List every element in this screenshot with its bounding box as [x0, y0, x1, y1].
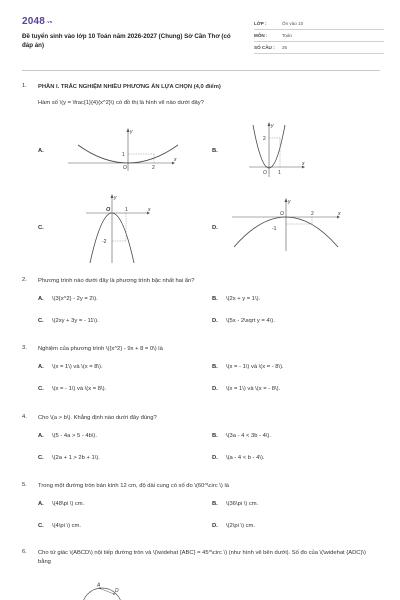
tick-label: 1: [125, 207, 128, 213]
option-text: \(3{x^2} - 2y = 2\).: [52, 296, 98, 302]
question-1: [22, 83, 380, 263]
option-letter: D.: [212, 386, 218, 392]
question-4: [22, 414, 380, 464]
option-c[interactable]: [38, 318, 99, 324]
question-3: [22, 345, 380, 395]
option-d[interactable]: [212, 523, 255, 529]
option-b[interactable]: [212, 433, 271, 439]
part-heading: PHẦN I. TRẮC NGHIỆM NHIỀU PHƯƠNG ÁN LỰA CHỌN (4,0 điểm): [38, 84, 221, 90]
option-letter: A.: [38, 433, 44, 439]
meta-key: LỚP :: [254, 21, 267, 26]
meta-value: 26: [282, 45, 288, 50]
brand-name: 2048: [22, 16, 46, 27]
option-a[interactable]: [38, 501, 84, 507]
meta-row-subject: [254, 30, 384, 42]
origin-label: O: [106, 207, 111, 213]
point-label-d: D: [115, 588, 119, 594]
option-b[interactable]: [212, 364, 284, 370]
option-a[interactable]: [38, 433, 97, 439]
tick-label: -1: [272, 226, 277, 232]
question-number: 6.: [22, 549, 27, 555]
option-b[interactable]: [212, 148, 226, 154]
tick-label: 2: [152, 165, 155, 171]
axis-label-y: y: [130, 129, 133, 135]
meta-value: Ôn vào 10: [282, 21, 304, 26]
option-text: \(5 - 4a > 5 - 4b\).: [52, 433, 97, 439]
option-text: \(5x - 2\sqrt y = 4\).: [226, 318, 275, 324]
option-letter: B.: [212, 433, 218, 439]
option-text: \(2xy + 3y = - 11\).: [52, 318, 99, 324]
option-text: \(36\pi \) cm.: [226, 501, 259, 507]
option-text: \(4\pi \) cm.: [52, 523, 81, 529]
tick-label: -2: [102, 239, 107, 245]
graph-option-c: [82, 193, 154, 263]
option-letter: B.: [212, 364, 218, 370]
option-text: \(x = - 1\) và \(x = - 8\).: [226, 364, 284, 370]
option-letter: B.: [212, 296, 218, 302]
option-letter: B.: [212, 148, 218, 154]
option-letter: C.: [38, 523, 44, 529]
option-d[interactable]: [212, 455, 265, 461]
option-c[interactable]: [38, 523, 81, 529]
point-label-a: A: [97, 582, 101, 589]
option-text: \(2\pi \) cm.: [226, 523, 255, 529]
axis-label-x: x: [302, 161, 305, 167]
option-b[interactable]: [212, 501, 258, 507]
header-divider: [22, 70, 380, 71]
option-letter: C.: [38, 386, 44, 392]
origin-label: O: [280, 211, 284, 217]
option-letter: A.: [38, 148, 44, 154]
option-d[interactable]: [212, 318, 275, 324]
axis-label-y: y: [288, 199, 291, 205]
meta-table: [254, 18, 384, 54]
brand-suffix: .vn: [46, 19, 53, 24]
axis-label-x: x: [338, 211, 341, 217]
option-c[interactable]: [38, 225, 52, 231]
question-text: Nghiệm của phương trình \({x^2} - 9x + 8 = 0\) là: [38, 346, 163, 352]
option-text: \(x = - 1\) và \(x = 8\).: [52, 386, 107, 392]
question-text: Cho tứ giác \(ABCD\) nội tiếp đường tròn và \(\widehat {ABC} = 45^\circ \) (như hình vẽ bên dưới). Số đo của \(\widehat {ADC}\) bằng: [38, 550, 366, 565]
option-letter: C.: [38, 318, 44, 324]
question-text: Cho \(a > b\). Khẳng định nào dưới đây đúng?: [38, 415, 157, 421]
axis-label-y: y: [271, 123, 274, 129]
axis-label-x: x: [148, 207, 151, 213]
meta-row-count: [254, 42, 384, 54]
axis-label-y: y: [114, 195, 117, 201]
option-text: \(2a + 1 > 2b + 1\).: [52, 455, 100, 461]
question-2: [22, 277, 380, 327]
question-5: [22, 482, 380, 532]
option-b[interactable]: [212, 296, 260, 302]
tick-label: 1: [122, 152, 125, 158]
graph-option-a: [68, 127, 178, 171]
meta-row-class: [254, 18, 384, 30]
option-c[interactable]: [38, 455, 100, 461]
option-d[interactable]: [212, 386, 280, 392]
option-d[interactable]: [212, 225, 226, 231]
graph-option-b: [247, 121, 307, 177]
option-letter: D.: [212, 225, 218, 231]
option-letter: D.: [212, 523, 218, 529]
tick-label: 2: [263, 136, 266, 142]
option-letter: C.: [38, 455, 44, 461]
meta-key: MÔN :: [254, 33, 268, 38]
circle-figure: [72, 582, 132, 600]
tick-label: 1: [278, 170, 281, 176]
option-text: \(a - 4 < b - 4\).: [226, 455, 265, 461]
option-a[interactable]: [38, 296, 98, 302]
question-text: Hàm số \(y = \frac{1}{4}{x^2}\) có đồ thị là hình vẽ nào dưới đây?: [38, 100, 204, 106]
option-text: \(x = 1\) và \(x = - 8\).: [226, 386, 281, 392]
question-text: Trong một đường tròn bán kính 12 cm, độ dài cung có số đo \(60^\circ \) là: [38, 483, 229, 489]
option-text: \(2x + y = 1\).: [226, 296, 261, 302]
question-text: Phương trình nào dưới đây là phương trình bậc nhất hai ẩn?: [38, 278, 195, 284]
option-text: \(3a - 4 < 3b - 4\).: [226, 433, 271, 439]
option-letter: D.: [212, 455, 218, 461]
meta-value: Toán: [282, 33, 292, 38]
page-header: [22, 14, 382, 58]
graph-option-d: [228, 197, 344, 251]
question-number: 1.: [22, 83, 27, 89]
option-letter: C.: [38, 225, 44, 231]
option-c[interactable]: [38, 386, 106, 392]
option-a[interactable]: [38, 148, 52, 154]
meta-key: SỐ CÂU :: [254, 45, 275, 50]
question-number: 5.: [22, 482, 27, 488]
question-6: [22, 549, 380, 600]
option-letter: B.: [212, 501, 218, 507]
option-a[interactable]: [38, 364, 103, 370]
option-letter: A.: [38, 501, 44, 507]
document-title: Đề tuyển sinh vào lớp 10 Toán năm 2026-2027 (Chung) Sở Cần Thơ (có đáp án): [22, 33, 231, 49]
brand-logo[interactable]: [22, 16, 52, 27]
option-text: \(x = 1\) và \(x = 8\).: [52, 364, 103, 370]
option-text: \(48\pi \) cm.: [52, 501, 85, 507]
axis-label-x: x: [174, 157, 177, 163]
option-letter: D.: [212, 318, 218, 324]
tick-label: 2: [311, 211, 314, 217]
question-number: 4.: [22, 414, 27, 420]
question-number: 3.: [22, 345, 27, 351]
origin-label: O: [123, 165, 127, 171]
option-letter: A.: [38, 364, 44, 370]
origin-label: O: [263, 170, 267, 176]
option-letter: A.: [38, 296, 44, 302]
question-number: 2.: [22, 277, 27, 283]
